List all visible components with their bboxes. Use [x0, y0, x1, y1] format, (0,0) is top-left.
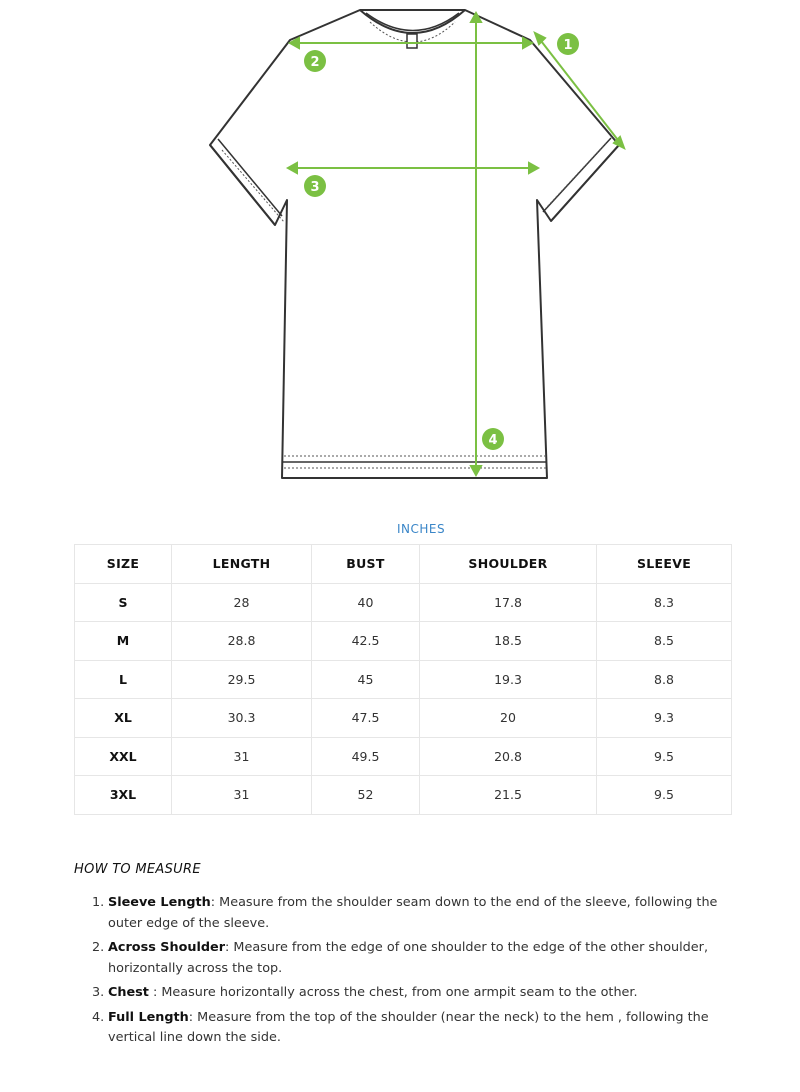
bust-cell: 45 — [312, 660, 420, 699]
marker-2 — [304, 50, 326, 72]
item-text: Measure from the edge of one shoulder to the edge of the other shoulder, horizontally across the top. — [108, 940, 709, 976]
size-cell: XXL — [75, 737, 172, 776]
table-row — [75, 699, 732, 738]
marker-1 — [557, 33, 579, 55]
item-term: Across Shoulder — [108, 940, 226, 955]
shoulder-cell: 20.8 — [420, 737, 597, 776]
item-number: 4. — [92, 1009, 105, 1025]
tshirt-diagram — [0, 0, 800, 500]
size-cell: S — [75, 583, 172, 622]
shoulder-cell: 21.5 — [420, 776, 597, 815]
sleeve-cell: 8.3 — [597, 583, 732, 622]
item-term: Sleeve Length — [108, 895, 211, 910]
sleeve-cell: 9.5 — [597, 737, 732, 776]
size-cell: L — [75, 660, 172, 699]
length-cell: 31 — [172, 776, 312, 815]
svg-text:2: 2 — [310, 55, 320, 70]
header-size: SIZE — [75, 545, 172, 584]
bust-cell: 42.5 — [312, 622, 420, 661]
table-row — [75, 660, 732, 699]
shoulder-cell: 18.5 — [420, 622, 597, 661]
item-separator: : — [225, 940, 230, 955]
list-item — [92, 1008, 732, 1049]
list-item — [92, 893, 732, 934]
length-cell: 31 — [172, 737, 312, 776]
length-cell: 28 — [172, 583, 312, 622]
size-cell: XL — [75, 699, 172, 738]
size-cell: M — [75, 622, 172, 661]
item-number: 3. — [92, 985, 105, 1000]
marker-4 — [482, 428, 504, 450]
length-cell: 30.3 — [172, 699, 312, 738]
sleeve-cell: 9.3 — [597, 699, 732, 738]
sleeve-cell: 9.5 — [597, 776, 732, 815]
item-text: Measure from the shoulder seam down to the end of the sleeve, following the outer edge of the sleeve. — [108, 895, 718, 931]
item-number: 1. — [92, 895, 105, 910]
tshirt-outline-icon — [0, 0, 800, 500]
item-separator: : — [148, 985, 158, 1000]
item-separator: : — [188, 1009, 194, 1025]
item-term: Full Length — [108, 1009, 189, 1025]
bust-cell: 47.5 — [312, 699, 420, 738]
svg-text:1: 1 — [563, 38, 573, 53]
item-text: Measure from the top of the shoulder (near the neck) to the hem , following the vertical line down the side. — [108, 1009, 709, 1045]
shoulder-cell: 20 — [420, 699, 597, 738]
marker-3 — [304, 175, 326, 197]
table-header-row — [75, 545, 732, 584]
length-cell: 28.8 — [172, 622, 312, 661]
unit-label: INCHES — [396, 522, 446, 536]
svg-text:3: 3 — [310, 180, 320, 195]
bust-cell: 40 — [312, 583, 420, 622]
table-row — [75, 776, 732, 815]
shoulder-cell: 17.8 — [420, 583, 597, 622]
header-length: LENGTH — [172, 545, 312, 584]
bust-cell: 49.5 — [312, 737, 420, 776]
item-separator: : — [210, 895, 216, 910]
svg-text:4: 4 — [488, 433, 498, 448]
length-cell: 29.5 — [172, 660, 312, 699]
header-sleeve: SLEEVE — [597, 545, 732, 584]
item-text: Measure horizontally across the chest, from one armpit seam to the other. — [157, 985, 638, 1000]
header-shoulder: SHOULDER — [420, 545, 597, 584]
how-to-measure-title: HOW TO MEASURE — [74, 862, 201, 877]
item-term: Chest — [108, 985, 149, 1000]
table-row — [75, 583, 732, 622]
header-bust: BUST — [312, 545, 420, 584]
bust-cell: 52 — [312, 776, 420, 815]
list-item — [92, 983, 732, 1004]
shoulder-cell: 19.3 — [420, 660, 597, 699]
item-number: 2. — [92, 940, 105, 955]
table-row — [75, 622, 732, 661]
sleeve-cell: 8.5 — [597, 622, 732, 661]
table-row — [75, 737, 732, 776]
list-item — [92, 938, 732, 979]
measure-instructions-list — [92, 893, 732, 1053]
size-chart-table — [74, 544, 732, 815]
size-cell: 3XL — [75, 776, 172, 815]
sleeve-cell: 8.8 — [597, 660, 732, 699]
